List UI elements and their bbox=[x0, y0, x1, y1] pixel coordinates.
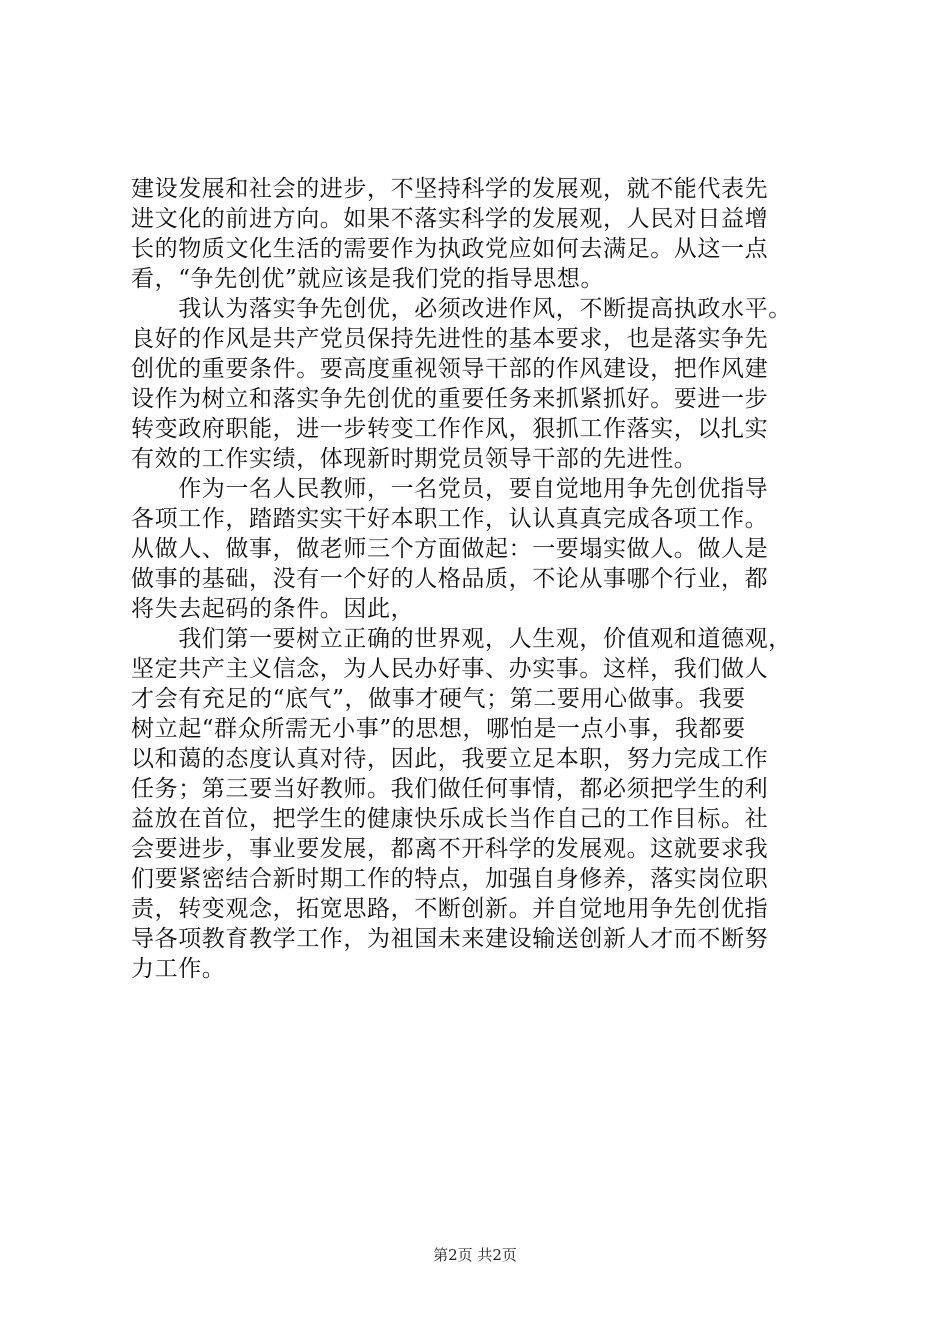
body-text bbox=[131, 174, 831, 984]
text-line: 会要进步，事业要发展，都离不开科学的发展观。这就要求我 bbox=[131, 836, 769, 862]
text-line: 将失去起码的条件。因此， bbox=[131, 596, 415, 622]
text-line: 们要紧密结合新时期工作的特点，加强自身修养，落实岗位职 bbox=[131, 866, 769, 892]
text-line: 各项工作，踏踏实实干好本职工作，认认真真完成各项工作。 bbox=[131, 506, 769, 532]
text-line: 长的物质文化生活的需要作为执政党应如何去满足。从这一点 bbox=[131, 236, 769, 262]
page-indicator: 第2页 共2页 bbox=[433, 1246, 517, 1264]
text-line: 以和蔼的态度认真对待，因此，我要立足本职，努力完成工作 bbox=[131, 746, 769, 772]
text-line: 坚定共产主义信念，为人民办好事、办实事。这样，我们做人 bbox=[131, 656, 769, 682]
page-footer bbox=[0, 1245, 950, 1265]
text-line: 建设发展和社会的进步，不坚持科学的发展观，就不能代表先 bbox=[131, 176, 769, 202]
text-line: 创优的重要条件。要高度重视领导干部的作风建设，把作风建 bbox=[131, 356, 769, 382]
text-line: 良好的作风是共产党员保持先进性的基本要求，也是落实争先 bbox=[131, 326, 769, 352]
text-line: 导各项教育教学工作，为祖国未来建设输送创新人才而不断努 bbox=[131, 926, 769, 952]
text-line: 我认为落实争先创优，必须改进作风，不断提高执政水平。 bbox=[131, 296, 792, 322]
text-line: 转变政府职能，进一步转变工作作风，狠抓工作落实，以扎实 bbox=[131, 416, 769, 442]
text-line: 树立起“群众所需无小事”的思想，哪怕是一点小事，我都要 bbox=[131, 716, 746, 742]
text-line: 从做人、做事，做老师三个方面做起：一要塌实做人。做人是 bbox=[131, 536, 769, 562]
text-line: 才会有充足的“底气”，做事才硬气；第二要用心做事。我要 bbox=[131, 686, 746, 712]
text-line: 任务；第三要当好教师。我们做任何事情，都必须把学生的利 bbox=[131, 776, 769, 802]
text-line: 我们第一要树立正确的世界观，人生观，价值观和道德观， bbox=[131, 626, 792, 652]
text-line: 设作为树立和落实争先创优的重要任务来抓紧抓好。要进一步 bbox=[131, 386, 769, 412]
text-line: 作为一名人民教师，一名党员，要自觉地用争先创优指导 bbox=[131, 476, 769, 502]
text-line: 做事的基础，没有一个好的人格品质，不论从事哪个行业，都 bbox=[131, 566, 769, 592]
text-line: 有效的工作实绩，体现新时期党员领导干部的先进性。 bbox=[131, 446, 698, 472]
text-line: 益放在首位，把学生的健康快乐成长当作自己的工作目标。社 bbox=[131, 806, 769, 832]
text-line: 看，“争先创优”就应该是我们党的指导思想。 bbox=[131, 266, 605, 292]
text-line: 进文化的前进方向。如果不落实科学的发展观，人民对日益增 bbox=[131, 206, 769, 232]
text-line: 责，转变观念，拓宽思路，不断创新。并自觉地用争先创优指 bbox=[131, 896, 769, 922]
text-line: 力工作。 bbox=[131, 956, 226, 982]
